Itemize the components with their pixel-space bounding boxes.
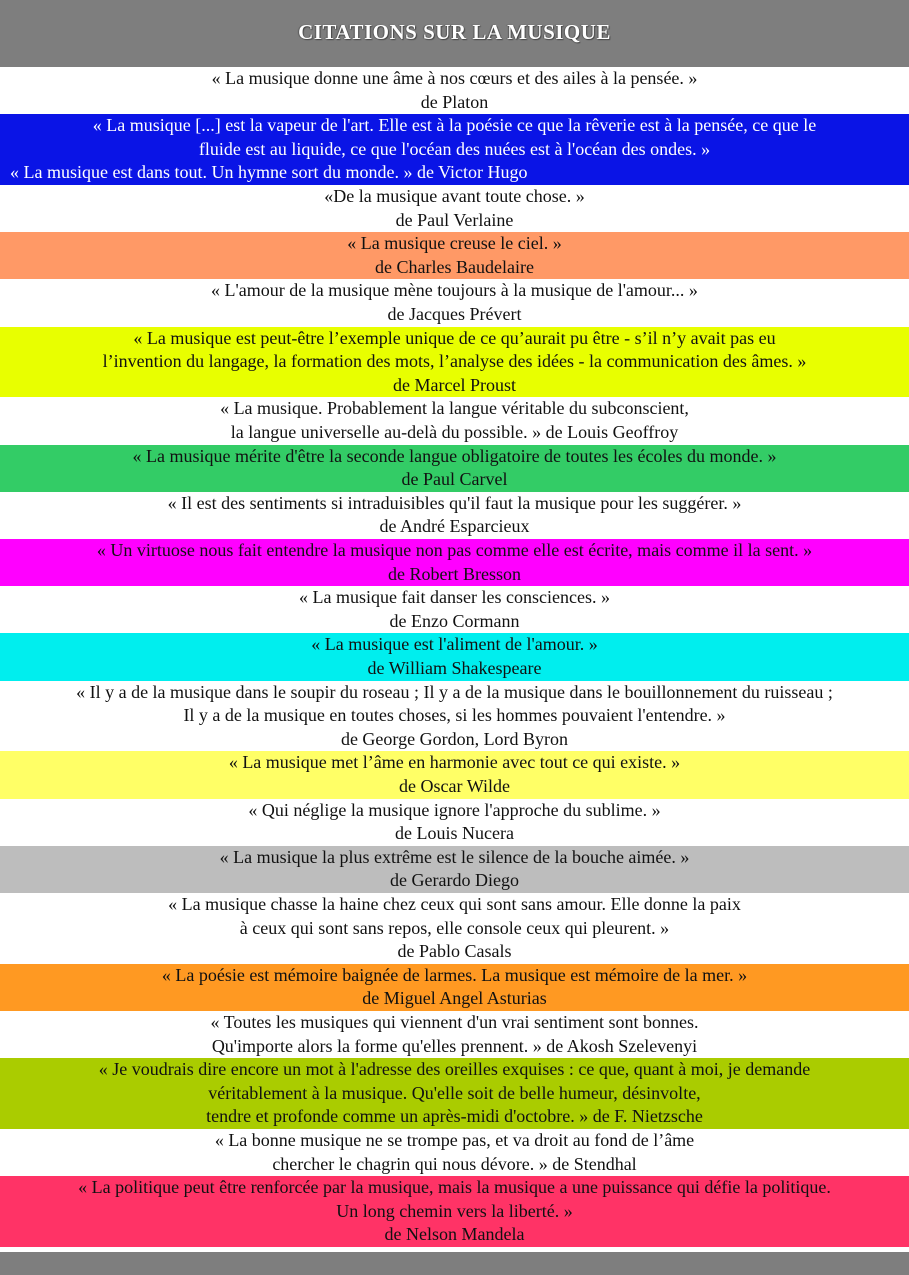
quote-text-line: « La politique peut être renforcée par la musique, mais la musique a une puissance qui défie la politique.	[78, 1177, 831, 1198]
quote-attribution-line: « La musique est dans tout. Un hymne sort du monde. » de Victor Hugo	[10, 162, 528, 183]
quote-text-line: « La musique [...] est la vapeur de l'art. Elle est à la poésie ce que la rêverie est à la pensée, ce que le	[92, 115, 817, 136]
quote-text-line: « La musique creuse le ciel. »	[347, 233, 562, 254]
quote-attribution-line: de Nelson Mandela	[384, 1224, 525, 1245]
quote-block	[0, 539, 909, 586]
quote-text-line: « La musique donne une âme à nos cœurs et des ailes à la pensée. »	[211, 68, 698, 88]
quote-block	[0, 751, 909, 798]
quote-attribution-line: de Platon	[420, 91, 489, 112]
quote-attribution-line: de Enzo Cormann	[389, 610, 520, 631]
quote-attribution-line: de Paul Carvel	[401, 469, 508, 490]
quote-block	[0, 1129, 909, 1176]
quote-attribution-line: de Paul Verlaine	[395, 209, 514, 230]
quote-block	[0, 279, 909, 326]
quote-block	[0, 1176, 909, 1247]
quote-text-line: « La poésie est mémoire baignée de larmes. La musique est mémoire de la mer. »	[161, 964, 748, 985]
quote-attribution-line: de Gerardo Diego	[390, 870, 519, 891]
quote-attribution-line: de Oscar Wilde	[399, 775, 510, 796]
quote-block	[0, 586, 909, 633]
quote-block	[0, 681, 909, 752]
quote-text-line: « L'amour de la musique mène toujours à la musique de l'amour... »	[211, 280, 698, 301]
page-header	[0, 0, 909, 67]
quote-attribution-line: la langue universelle au-delà du possible. » de Louis Geoffroy	[230, 421, 679, 442]
quote-attribution-line: tendre et profonde comme un après-midi d'octobre. » de F. Nietzsche	[206, 1106, 703, 1127]
quote-attribution-line: Qu'importe alors la forme qu'elles prennent. » de Akosh Szelevenyi	[211, 1035, 698, 1056]
quote-text-line: «De la musique avant toute chose. »	[324, 186, 585, 206]
quote-text-line: l’invention du langage, la formation des mots, l’analyse des idées - la communication des âmes. »	[102, 351, 807, 372]
quote-text-line: « Il est des sentiments si intraduisibles qu'il faut la musique pour les suggérer. »	[167, 492, 742, 513]
quote-block	[0, 397, 909, 444]
quote-attribution-line: de Charles Baudelaire	[375, 256, 534, 277]
quote-attribution-line: de Miguel Angel Asturias	[362, 988, 547, 1009]
quote-attribution-line: de George Gordon, Lord Byron	[340, 728, 569, 749]
quote-block	[0, 1058, 909, 1129]
quote-text-line: véritablement à la musique. Qu'elle soit de belle humeur, désinvolte,	[208, 1082, 701, 1103]
quote-block	[0, 327, 909, 398]
quote-attribution-line: de Marcel Proust	[393, 374, 516, 395]
quote-block	[0, 492, 909, 539]
quote-attribution-line: de André Esparcieux	[379, 516, 530, 537]
quote-text-line: « Je voudrais dire encore un mot à l'adresse des oreilles exquises : ce que, quant à moi, je demande	[98, 1059, 811, 1080]
quote-text-line: « Toutes les musiques qui viennent d'un vrai sentiment sont bonnes.	[210, 1012, 699, 1032]
quote-text-line: « La musique fait danser les consciences. »	[299, 587, 610, 608]
quote-block	[0, 799, 909, 846]
quote-attribution-line: chercher le chagrin qui nous dévore. » de Stendhal	[272, 1153, 637, 1174]
quote-text-line: Un long chemin vers la liberté. »	[336, 1200, 573, 1221]
quote-text-line: « La musique chasse la haine chez ceux qui sont sans amour. Elle donne la paix	[168, 894, 741, 914]
quote-text-line: « Il y a de la musique dans le soupir du roseau ; Il y a de la musique dans le bouillonnement du ruisseau ;	[76, 681, 833, 702]
quote-block	[0, 964, 909, 1011]
quote-text-line: fluide est au liquide, ce que l'océan des nuées est à l'océan des ondes. »	[198, 138, 711, 159]
quote-text-line: « La musique. Probablement la langue véritable du subconscient,	[220, 398, 689, 419]
quote-block	[0, 445, 909, 492]
quote-text-line: « La musique est l'aliment de l'amour. »	[311, 634, 598, 655]
quote-attribution-line: de Robert Bresson	[388, 563, 521, 584]
quote-text-line: « La musique mérite d'être la seconde langue obligatoire de toutes les écoles du monde. »	[132, 445, 777, 466]
quote-block	[0, 1011, 909, 1058]
quote-block	[0, 114, 909, 185]
quote-attribution-line: de William Shakespeare	[367, 657, 542, 678]
quote-text-line: « La bonne musique ne se trompe pas, et va droit au fond de l’âme	[214, 1130, 695, 1150]
quote-block	[0, 185, 909, 232]
quote-block	[0, 633, 909, 680]
quote-block	[0, 846, 909, 893]
quote-text-line: à ceux qui sont sans repos, elle console ceux qui pleurent. »	[239, 917, 670, 938]
quote-text-line: « La musique est peut-être l’exemple unique de ce qu’aurait pu être - s’il n’y avait pas eu	[133, 327, 776, 348]
quote-text-line: « La musique met l’âme en harmonie avec tout ce qui existe. »	[228, 752, 681, 773]
quote-attribution-line: de Louis Nucera	[395, 823, 514, 844]
quote-attribution-line: de Jacques Prévert	[387, 303, 522, 324]
quote-text-line: « La musique la plus extrême est le silence de la bouche aimée. »	[219, 846, 690, 867]
quote-text-line: « Qui néglige la musique ignore l'approche du sublime. »	[248, 799, 661, 820]
quote-text-line: Il y a de la musique en toutes choses, si les hommes pouvaient l'entendre. »	[183, 705, 726, 726]
page-title: CITATIONS SUR LA MUSIQUE	[298, 20, 611, 44]
quote-attribution-line: de Pablo Casals	[397, 941, 512, 962]
quote-block	[0, 67, 909, 114]
quote-text-line: « Un virtuose nous fait entendre la musique non pas comme elle est écrite, mais comme il la sent. »	[96, 540, 813, 560]
quote-block	[0, 232, 909, 279]
quote-block	[0, 893, 909, 964]
page-footer	[0, 1252, 909, 1275]
